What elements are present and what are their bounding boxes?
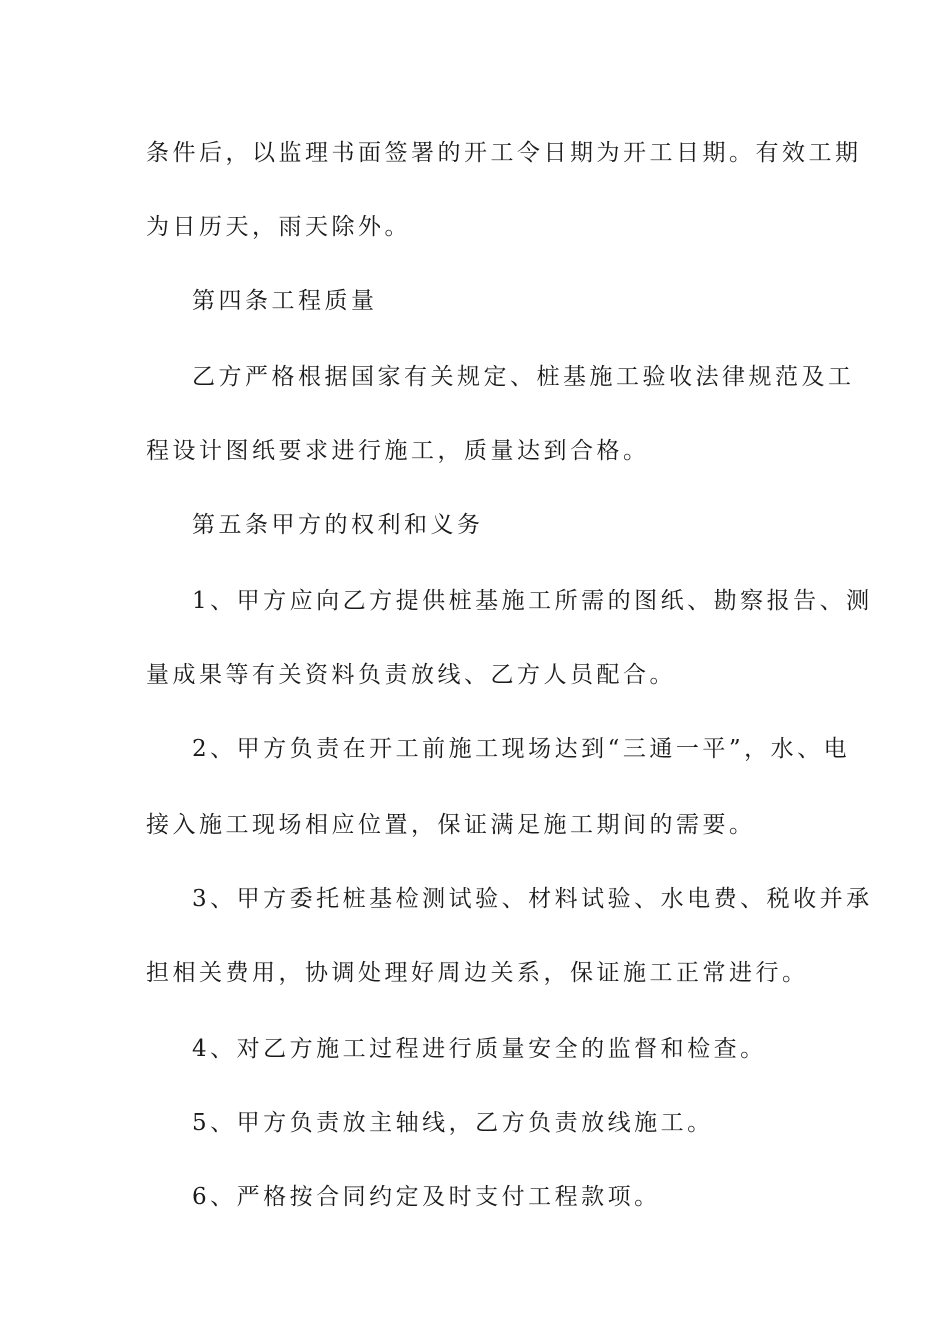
list-item-6: 6、严格按合同约定及时支付工程款项。 <box>192 1184 661 1210</box>
section-heading-4: 第四条工程质量 <box>192 288 378 314</box>
paragraph-line-1: 条件后，以监理书面签署的开工令日期为开工日期。有效工期 <box>146 140 862 166</box>
paragraph-line-4: 程设计图纸要求进行施工，质量达到合格。 <box>146 438 650 464</box>
list-item-1-line-1: 1、甲方应向乙方提供桩基施工所需的图纸、勘察报告、测 <box>192 588 873 614</box>
paragraph-line-2: 为日历天，雨天除外。 <box>146 214 411 240</box>
section-heading-5: 第五条甲方的权利和义务 <box>192 512 484 538</box>
paragraph-line-3: 乙方严格根据国家有关规定、桩基施工验收法律规范及工 <box>192 364 855 390</box>
list-item-5: 5、甲方负责放主轴线，乙方负责放线施工。 <box>192 1110 714 1136</box>
list-item-2-line-1: 2、甲方负责在开工前施工现场达到“三通一平”，水、电 <box>192 736 851 762</box>
list-item-3-line-1: 3、甲方委托桩基检测试验、材料试验、水电费、税收并承 <box>192 886 873 912</box>
list-item-3-line-2: 担相关费用，协调处理好周边关系，保证施工正常进行。 <box>146 960 809 986</box>
list-item-4: 4、对乙方施工过程进行质量安全的监督和检查。 <box>192 1036 767 1062</box>
list-item-2-line-2: 接入施工现场相应位置，保证满足施工期间的需要。 <box>146 812 756 838</box>
list-item-1-line-2: 量成果等有关资料负责放线、乙方人员配合。 <box>146 662 676 688</box>
